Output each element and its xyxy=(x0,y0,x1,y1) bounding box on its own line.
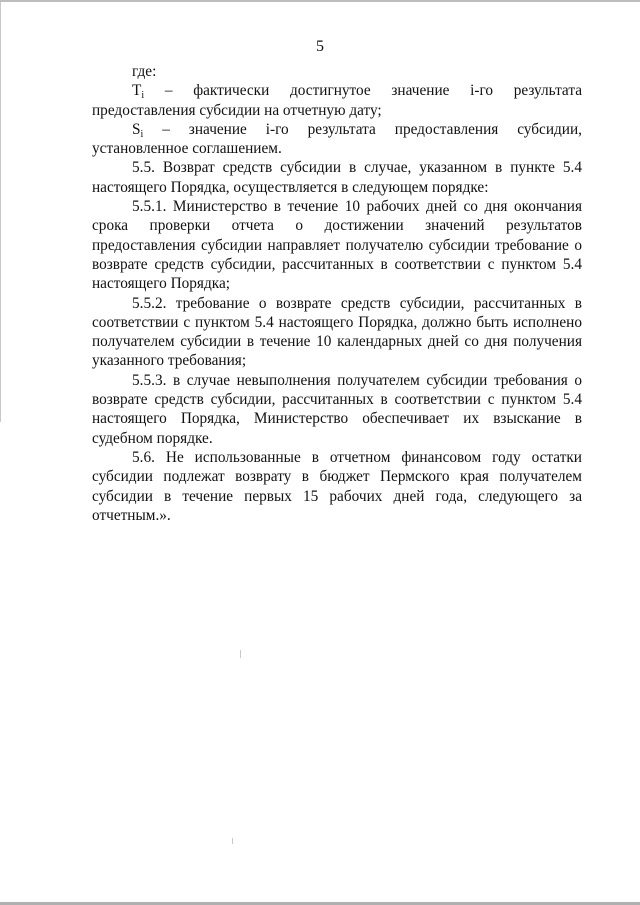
symbol-s: S xyxy=(132,120,141,138)
scan-left-edge xyxy=(0,2,1,422)
subscript-i: i xyxy=(140,128,144,140)
page-number: 5 xyxy=(316,38,324,55)
symbol-t: T xyxy=(132,82,142,100)
scan-speck xyxy=(232,838,233,844)
paragraph-5-5-2: 5.5.2. требование о возврате средств субсидии, рассчитанных в соответствии с пунктом 5.4 настоящего Порядка, должно быть исполнено получателем субсидии в течение 10 календарных дней со дня получения указанного требования; xyxy=(92,294,582,370)
subscript-i: i xyxy=(141,90,145,102)
paragraph-5-5-1: 5.5.1. Министерство в течение 10 рабочих дней со дня окончания срока проверки отчета о достижении значений результатов предоставления субсидии направляет получателю субсидии требование о возврате средств субсидии, рассчитанных в соответствии с пунктом 5.4 настоящего Порядка; xyxy=(92,198,582,293)
document-body xyxy=(92,62,582,525)
scan-speck xyxy=(240,650,241,658)
paragraph-ti-definition xyxy=(92,81,582,120)
paragraph-5-5: 5.5. Возврат средств субсидии в случае, указанном в пункте 5.4 настоящего Порядка, осуществляется в следующем порядке: xyxy=(92,159,582,196)
paragraph-si-definition xyxy=(92,120,582,159)
paragraph-where: где: xyxy=(132,63,157,80)
scan-top-edge xyxy=(0,0,640,2)
ti-definition-text: – фактически достигнутое значение i-го результата предоставления субсидии на отчетную дату; xyxy=(92,82,582,119)
paragraph-5-6: 5.6. Не использованные в отчетном финансовом году остатки субсидии подлежат возврату в бюджет Пермского края получателем субсидии в течение первых 15 рабочих дней года, следующего за отчетным.». xyxy=(92,448,582,524)
si-definition-text: – значение i-го результата предоставления субсидии, установленное соглашением. xyxy=(92,120,582,158)
paragraph-5-5-3: 5.5.3. в случае невыполнения получателем субсидии требования о возврате средств субсидии, рассчитанных в соответствии с пунктом 5.4 настоящего Порядка, Министерство обеспечивает их взыскание в судебном порядке. xyxy=(92,371,582,447)
